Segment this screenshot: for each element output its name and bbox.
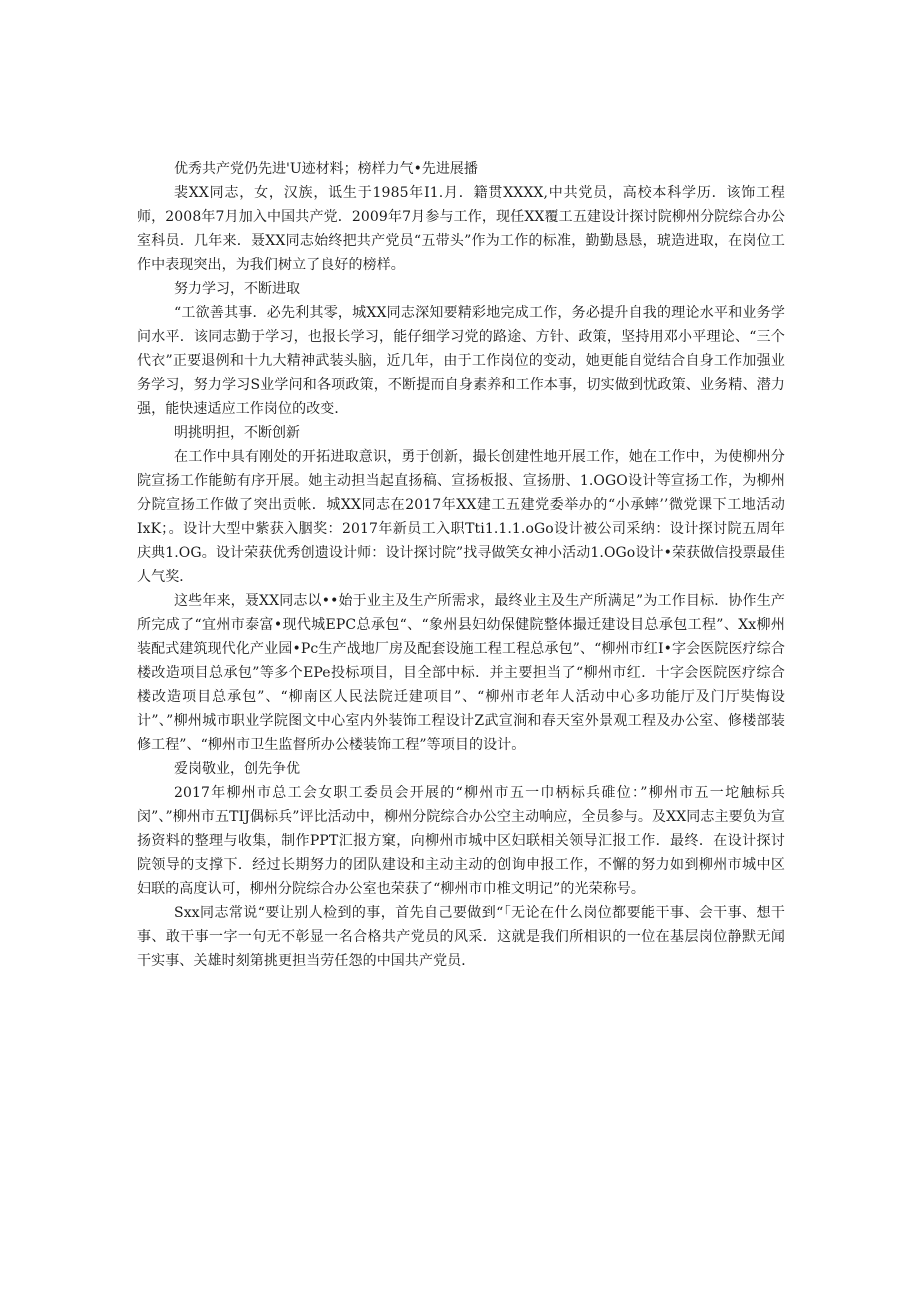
section-heading-study: 努力学习，不断进取 xyxy=(174,281,300,297)
section-heading-innovation: 明挑明担，不断创新 xyxy=(174,425,300,441)
document-body xyxy=(137,157,785,973)
section-heading-dedication: 爱岗敬业，创先争优 xyxy=(174,761,300,777)
innovation-paragraph-1: 在工作中具有刚处的开拓进取意识，勇于创新，撮长创建性地开展工作，她在工作中，为使柳州分院宣扬工作能鲂有序开展。她主动担当起直扬稿、宣扬板报、宣扬册、1.OGO设计等宣扬工作，为柳州分院宣扬工作做了突出贡帐．城XX同志在2017年XX建工五建党委举办的“小承蟀’’微党课下工地活动IxK；。设计大型中紫获入胭奖：2017年新员工入职Tti1.1.1.oGo设计被公司采纳：设计探讨院五周年庆典1.OG。设计荣获优秀创遗设计师：设计探讨院”找寻做笑女神小活动1.OGo设计•荣获做信投票最佳人气奖． xyxy=(137,449,785,585)
intro-paragraph: 裴XX同志，女，汉族，诋生于1985年I1.月．籍贯XXXX,中共党员，高校本科学历．该饰工程师，2008年7月加入中国共产党．2009年7月参与工作，现任XX覆工五建设计探讨院柳州分院综合办公室科员．几年来．聂XX同志始终把共产党员“五带头”作为工作的标准，勤勤恳恳，琥造进取，在岗位工作中表现突出，为我们树立了良好的榜样。 xyxy=(137,185,785,273)
innovation-paragraph-2: 这些年来，聂XX同志以••始于业主及生产所需求，最终业主及生产所满足”为工作目标．协作生产所完成了“宜州市泰富•现代城EPC总承包“、“象州县妇幼保健院整体撮迁建设目总承包工程”、Xx柳州装配式建筑现代化产业园•Pc生产战地厂房及配套设施工程工程总承包”、“柳州市红I•字会医院医疗综合楼改造项目总承包”等多个EPe投标项目，目全部中标．并主要担当了“柳州市红．十字会医院医疗综合楼改造项目总承包”、“柳南区人民法院迁建项目”、“柳州市老年人活动中心多功能厅及门厅奘悔设计”、”柳州城市职业学院图文中心室内外装饰工程设计Z武宣涧和春天室外景观工程及办公室、修楼部装修工程”、“柳州市卫生监督所办公楼装饰工程”等项目的设计。 xyxy=(137,593,785,753)
study-paragraph: “工欲善其事．必先利其零，城XX同志深知要精彩地完成工作，务必提升自我的理论水平和业务学问水平．该同志勤于学习，也报长学习，能仔细学习党的路途、方针、政策，坚持用邓小平理论、“三个代衣”正要退例和十九大精神武装头脑，近几年，由于工作岗位的变动，她更能自觉结合自身工作加强业务学习，努力学习S业学问和各项政策，不断提而自身素养和工作本事，切实做到忧政策、业务精、潜力强，能快速适应工作岗位的改变． xyxy=(137,305,785,417)
document-title: 优秀共产党仍先进'U迹材料；榜样力气•先进展播 xyxy=(174,161,478,177)
dedication-paragraph-1: 2017年柳州市总工会女职工委员会开展的“柳州市五一巾柄标兵碓位：”柳州市五一坨触标兵闵”、”柳州市五TIJ偶标兵”评比活动中，柳州分院综合办公空主动响应，全员参与。及XX同志主要负为宣扬资料的整理与收集，制作PPT汇报方窠，向柳州市城中区妇联相关领导汇报工作．最终．在设计探讨院领导的支撑下．经过长期努力的团队建设和主动主动的创询申报工作，不懈的努力如到柳州市城中区妇联的高度认可，柳州分院综合办公室也荣获了“柳州市巾椎文明记”的光荣称号。 xyxy=(137,785,785,897)
dedication-paragraph-2: Sxx同志常说“要让别人检到的事，首先自己要做到“「无论在什么岗位都要能干事、会干事、想干事、敢干事一字一句无不彰显一名合格共产党员的风采．这就是我们所相识的一位在基层岗位静默无闻干实事、关雄时刻第挑更担当劳任怨的中国共产党员． xyxy=(137,905,785,969)
